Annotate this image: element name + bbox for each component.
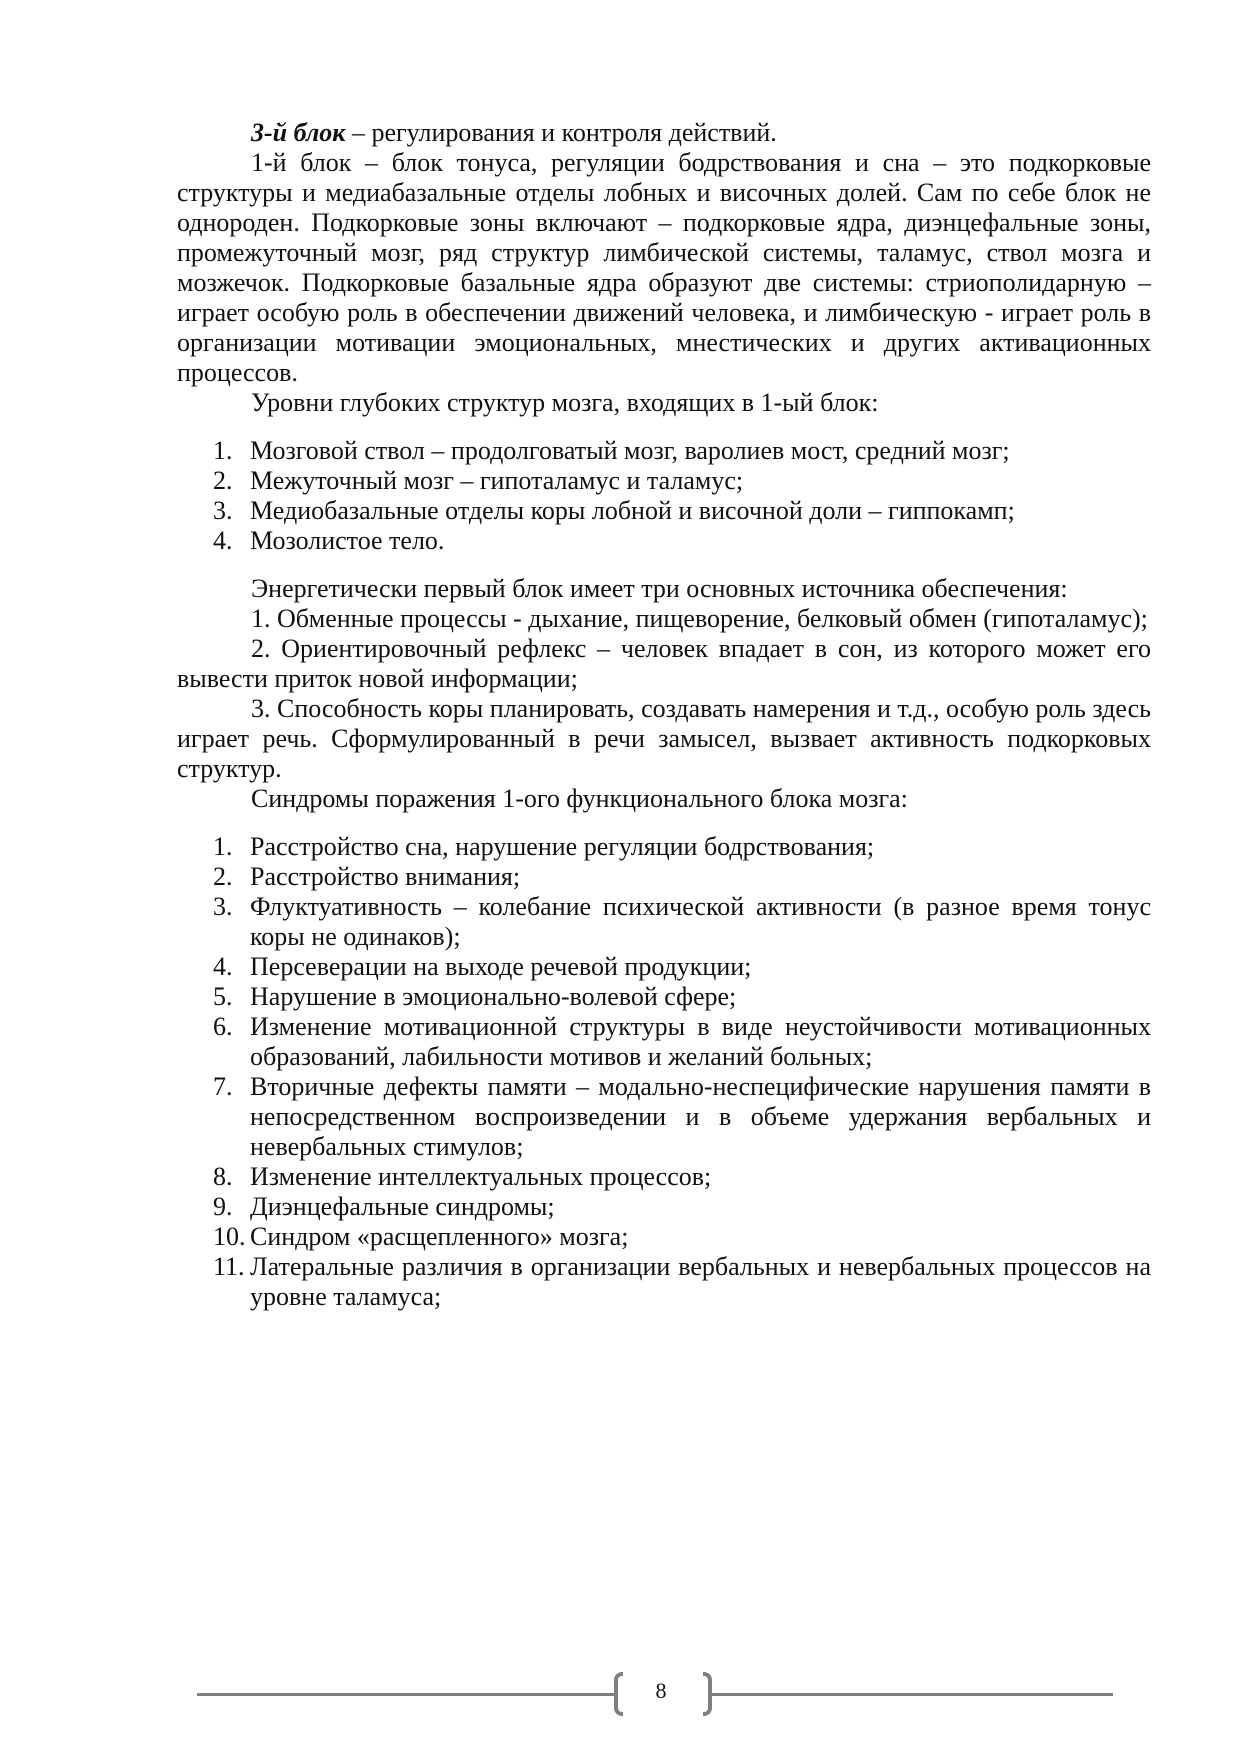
block1-paragraph: 1-й блок – блок тонуса, регуляции бодрствования и сна – это подкорковые структуры и медиабазальные отделы лобных и височных долей. Сам по себе блок не однороден. Подкорковые зоны включают – подкорковые ядра, диэнцефальные зоны, промежуточный мозг, ряд структур лимбической системы, таламус, ствол мозга и мозжечок. Подкорковые базальные ядра образуют две системы: стриополидарную – играет особую роль в обеспечении движений человека, и лимбическую - играет роль в организации мотивации эмоциональных, мнестических и других активационных процессов. <box>177 148 1151 387</box>
list-text: Изменение интеллектуальных процессов; <box>250 1162 712 1191</box>
list-number: 7. <box>213 1072 233 1101</box>
list-item <box>177 1192 1151 1222</box>
list-text: Вторичные дефекты памяти – модально-неспецифические нарушения памяти в непосредственном воспроизведении и в объеме удержания вербальных и невербальных стимулов; <box>250 1072 1151 1161</box>
list-text: Персеверации на выходе речевой продукции; <box>250 952 752 981</box>
list-number: 11. <box>213 1252 245 1281</box>
page-content <box>177 118 1151 1312</box>
levels-list <box>177 436 1151 556</box>
list-item <box>177 436 1151 466</box>
list-item <box>177 892 1151 952</box>
left-bracket-icon <box>614 1672 623 1716</box>
list-item <box>177 1222 1151 1252</box>
list-item <box>177 1012 1151 1072</box>
list-number: 2. <box>213 466 233 495</box>
energy-source-2: 2. Ориентировочный рефлекс – человек впадает в сон, из которого может его вывести приток новой информации; <box>177 634 1151 693</box>
list-text: Межуточный мозг – гипоталамус и таламус; <box>250 466 744 495</box>
energy-paragraph: Энергетически первый блок имеет три основных источника обеспечения: <box>251 574 1068 603</box>
list-text: Синдром «расщепленного» мозга; <box>250 1222 629 1251</box>
spacer <box>177 418 1151 436</box>
block3-description: – регулирования и контроля действий. <box>345 118 777 147</box>
list-number: 4. <box>213 952 233 981</box>
block3-line <box>177 118 1151 148</box>
list-number: 3. <box>213 892 233 921</box>
list-text: Расстройство сна, нарушение регуляции бодрствования; <box>250 832 875 861</box>
list-item <box>177 1162 1151 1192</box>
block3-bold-label: 3-й блок <box>251 118 346 147</box>
page-number: 8 <box>655 1678 667 1703</box>
list-text: Нарушение в эмоционально-волевой сфере; <box>250 982 737 1011</box>
list-number: 1. <box>213 832 233 861</box>
list-item <box>177 952 1151 982</box>
list-item <box>177 466 1151 496</box>
list-item <box>177 832 1151 862</box>
list-text: Изменение мотивационной структуры в виде неустойчивости мотивационных образований, лабильности мотивов и желаний больных; <box>250 1012 1151 1071</box>
list-item <box>177 1252 1151 1312</box>
list-item <box>177 526 1151 556</box>
list-number: 5. <box>213 982 233 1011</box>
footer-rule-left <box>197 1693 617 1696</box>
list-text: Расстройство внимания; <box>250 862 521 891</box>
list-number: 2. <box>213 862 233 891</box>
list-number: 4. <box>213 526 233 555</box>
footer-rule-right <box>710 1693 1113 1696</box>
list-text: Медиобазальные отделы коры лобной и височной доли – гиппокамп; <box>250 496 1015 525</box>
energy-source-1: 1. Обменные процессы - дыхание, пищеворение, белковый обмен (гипоталамус); <box>251 604 1148 633</box>
energy-source-3: 3. Способность коры планировать, создавать намерения и т.д., особую роль здесь играет речь. Сформулированный в речи замысел, вызвает активность подкорковых структур. <box>177 694 1151 783</box>
list-item <box>177 1072 1151 1162</box>
syndromes-heading: Синдромы поражения 1-ого функционального блока мозга: <box>251 784 908 813</box>
syndromes-list <box>177 832 1151 1312</box>
list-item <box>177 982 1151 1012</box>
spacer <box>177 814 1151 832</box>
list-number: 3. <box>213 496 233 525</box>
list-number: 8. <box>213 1162 233 1191</box>
list-item <box>177 862 1151 892</box>
list-number: 9. <box>213 1192 233 1221</box>
list-text: Флуктуативность – колебание психической активности (в разное время тонус коры не одинаков); <box>250 892 1151 951</box>
list-item <box>177 496 1151 526</box>
levels-heading: Уровни глубоких структур мозга, входящих в 1-ый блок: <box>251 388 879 417</box>
list-number: 6. <box>213 1012 233 1041</box>
list-text: Диэнцефальные синдромы; <box>250 1192 555 1221</box>
page-footer <box>0 1660 1240 1740</box>
spacer <box>177 556 1151 574</box>
list-number: 1. <box>213 436 233 465</box>
list-number: 10. <box>213 1222 246 1251</box>
list-text: Мозговой ствол – продолговатый мозг, варолиев мост, средний мозг; <box>250 436 1010 465</box>
list-text: Мозолистое тело. <box>250 526 445 555</box>
list-text: Латеральные различия в организации вербальных и невербальных процессов на уровне таламуса; <box>250 1252 1151 1311</box>
